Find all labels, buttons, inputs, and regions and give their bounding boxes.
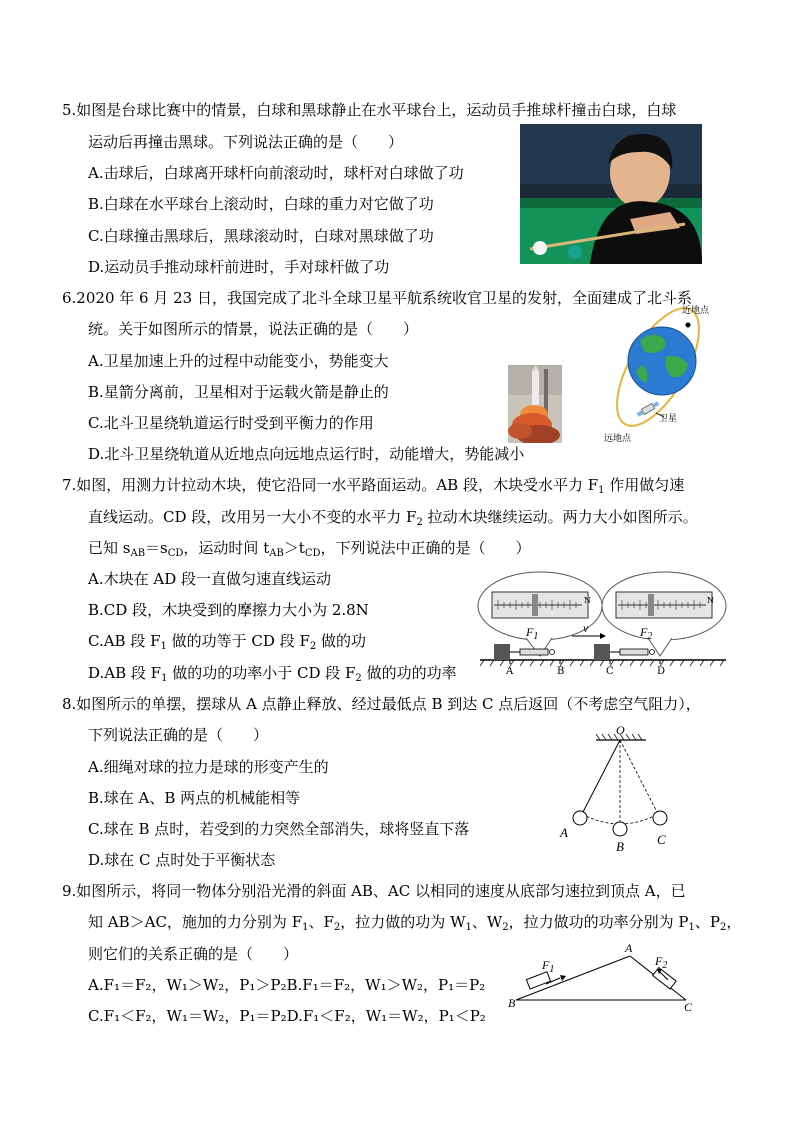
incline-diagram (506, 941, 702, 1016)
q7-option-d: D.AB 段 $F_1$ 做的功的功率小于 CD 段 $F_2$ 做的功的功率 (88, 664, 457, 684)
pendulum-label-O: O (616, 723, 625, 737)
pendulum-label-C: C (657, 832, 666, 847)
q6-option-b: B.星箭分离前，卫星相对于运载火箭是静止的 (88, 383, 389, 401)
fig-point-B: B (557, 666, 565, 677)
fig-point-A: A (506, 666, 514, 677)
fig-scale-unit-left: N (584, 596, 591, 605)
perigee-label: 近地点 (682, 306, 710, 316)
q7-stem-line2: 直线运动。CD 段，改用另一大小不变的水平力 $F_2$ 拉动木块继续运动。两力大小如图所示。 (88, 508, 698, 528)
q6-stem-line2: 统。关于如图所示的情景，说法正确的是（ ） (88, 320, 419, 338)
satellite-label: 卫星 (659, 414, 678, 424)
q7-stem-line3: 已知 $s_{AB}=s_{CD}$，运动时间 $t_{AB}>t_{CD}$，下列说法中正确的是（ ） (88, 539, 531, 559)
q9-stem-line2: 知 AB＞AC，施加的力分别为 $F_1$、$F_2$，拉力做的功为 $W_1$、$W_2$，拉力做功的功率分别为 $P_1$、$P_2$， (88, 913, 742, 933)
billiards-photo (520, 124, 702, 264)
q7-option-a: A.木块在 AD 段一直做匀速直线运动 (88, 570, 331, 588)
incline-label-A: A (625, 941, 633, 955)
q9-stem-line1: 9.如图所示，将同一物体分别沿光滑的斜面 AB、AC 以相同的速度从底部匀速拉到顶点 A，已 (62, 882, 686, 900)
pendulum-label-B: B (616, 839, 624, 854)
q9-options-ab: A.F₁＝F₂，W₁＞W₂，P₁＞P₂B.F₁＝F₂，W₁＞W₂，P₁＝P₂ (88, 976, 486, 994)
q7-option-b: B.CD 段，木块受到的摩擦力大小为 2.8N (88, 601, 369, 619)
orbit-diagram (600, 305, 710, 445)
q7-stem-line1: 7.如图，用测力计拉动木块，使它沿同一水平路面运动。AB 段，木块受水平力 $F_1$ 作用做匀速 (62, 476, 685, 496)
q7-option-c: C.AB 段 $F_1$ 做的功等于 CD 段 $F_2$ 做的功 (88, 632, 367, 652)
incline-label-B: B (508, 996, 516, 1010)
q5-stem-line2: 运动后再撞击黑球。下列说法正确的是（ ） (88, 133, 404, 151)
incline-label-C: C (684, 1000, 693, 1014)
fig-F2-label: $F_2$ (640, 625, 653, 642)
fig-point-D: D (657, 666, 666, 677)
q8-stem-line1: 8.如图所示的单摆，摆球从 A 点静止释放、经过最低点 B 到达 C 点后返回（不考虑空气阻力）， (62, 695, 701, 713)
rocket-launch-photo (508, 365, 562, 443)
spring-scale-figure (476, 568, 730, 680)
q5-option-c: C.白球撞击黑球后，黑球滚动时，白球对黑球做了功 (88, 227, 434, 245)
q5-option-a: A.击球后，白球离开球杆向前滚动时，球杆对白球做了功 (88, 164, 464, 182)
fig-point-C: C (606, 666, 614, 677)
pendulum-label-A: A (560, 825, 568, 840)
q8-option-c: C.球在 B 点时，若受到的力突然全部消失，球将竖直下落 (88, 820, 470, 838)
apogee-label: 远地点 (604, 434, 632, 444)
q6-option-a: A.卫星加速上升的过程中动能变小，势能变大 (88, 352, 389, 370)
q9-options-cd: C.F₁＜F₂，W₁＝W₂，P₁＝P₂D.F₁＜F₂，W₁＝W₂，P₁＜P₂ (88, 1007, 486, 1025)
q5-option-b: B.白球在水平球台上滚动时，白球的重力对它做了功 (88, 195, 434, 213)
incline-F2-label: $F_2$ (655, 954, 668, 971)
q6-option-c: C.北斗卫星绕轨道运行时受到平衡力的作用 (88, 414, 374, 432)
q5-stem-line1: 5.如图是台球比赛中的情景，白球和黑球静止在水平球台上，运动员手推球杆撞击白球，白球 (62, 101, 677, 119)
fig-v-label: v (583, 621, 589, 635)
incline-F1-label: $F_1$ (542, 958, 555, 975)
q5-option-d: D.运动员手推动球杆前进时，手对球杆做了功 (88, 258, 390, 276)
q9-stem-line3: 则它们的关系正确的是（ ） (88, 945, 299, 963)
q6-option-d: D.北斗卫星绕轨道从近地点向远地点运行时，动能增大，势能减小 (88, 445, 525, 463)
q8-stem-line2: 下列说法正确的是（ ） (88, 726, 269, 744)
fig-F1-label: $F_1$ (526, 625, 539, 642)
fig-scale-unit-right: N (707, 596, 714, 605)
q8-option-b: B.球在 A、B 两点的机械能相等 (88, 789, 301, 807)
q8-option-a: A.细绳对球的拉力是球的形变产生的 (88, 758, 329, 776)
q8-option-d: D.球在 C 点时处于平衡状态 (88, 851, 276, 869)
q6-stem-line1: 6.2020 年 6 月 23 日，我国完成了北斗全球卫星平航系统收官卫星的发射，全面建成了北斗系 (62, 289, 692, 307)
